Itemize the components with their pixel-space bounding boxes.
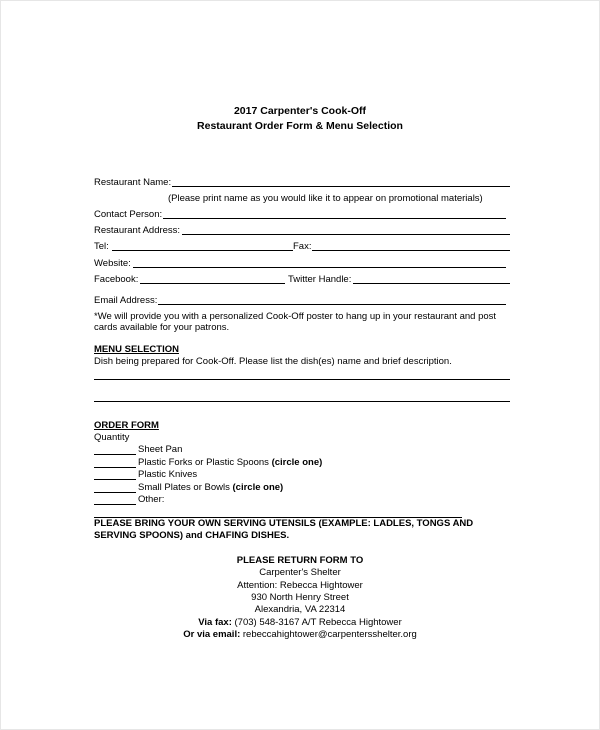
item-label: Sheet Pan [138,444,183,455]
fax-label: Via fax: [198,617,232,628]
facebook-label: Facebook: [94,274,139,285]
print-note: (Please print name as you would like it to appear on promotional materials) [168,193,483,204]
quantity-line[interactable] [94,479,136,480]
utensils-line1: PLEASE BRING YOUR OWN SERVING UTENSILS (EXAMPLE: LADLES, TONGS AND [94,518,474,529]
email-value[interactable]: rebeccahightower@carpentersshelter.org [240,629,417,640]
email-label: Or via email: [183,629,241,640]
order-item [138,482,283,494]
item-label: Small Plates or Bowls [138,482,233,493]
quantity-line[interactable] [94,467,136,468]
title-line2: Restaurant Order Form & Menu Selection [197,120,403,132]
poster-note-line1: *We will provide you with a personalized Cook-Off poster to hang up in your restaurant and post [94,311,497,322]
contact-person-line[interactable] [163,218,506,219]
item-note: (circle one) [232,482,284,493]
return-fax [0,617,600,629]
twitter-label: Twitter Handle: [288,274,352,285]
return-heading: PLEASE RETURN FORM TO [236,555,364,566]
return-email [0,629,600,641]
item-label: Plastic Knives [138,469,198,480]
return-city: Alexandria, VA 22314 [254,604,346,615]
quantity-line[interactable] [94,504,136,505]
website-line[interactable] [133,267,506,268]
item-label: Other: [138,494,165,505]
order-item [138,494,164,506]
tel-label: Tel: [94,241,109,252]
order-item [138,469,197,481]
contact-person-label: Contact Person: [94,209,163,220]
title-line1: 2017 Carpenter's Cook-Off [233,105,367,117]
tel-line[interactable] [112,250,293,251]
fax-value: (703) 548-3167 A/T Rebecca Hightower [231,617,402,628]
return-org: Carpenter's Shelter [259,567,341,578]
email-label: Email Address: [94,295,158,306]
menu-instruction: Dish being prepared for Cook-Off. Please list the dish(es) name and brief description. [94,356,452,367]
fax-label: Fax: [293,241,312,252]
utensils-line2: SERVING SPOONS) and CHAFING DISHES. [94,530,290,541]
dish-line-2[interactable] [94,401,510,402]
order-item [138,457,322,469]
poster-note-line2: cards available for your patrons. [94,322,230,333]
fax-line[interactable] [312,250,510,251]
quantity-label: Quantity [94,432,130,443]
return-attention: Attention: Rebecca Hightower [237,580,363,591]
restaurant-name-label: Restaurant Name: [94,177,172,188]
website-label: Website: [94,258,131,269]
item-label: Plastic Forks or Plastic Spoons [138,457,272,468]
order-form-heading: ORDER FORM [94,420,159,431]
restaurant-address-label: Restaurant Address: [94,225,181,236]
twitter-line[interactable] [353,283,510,284]
item-note: (circle one) [271,457,323,468]
facebook-line[interactable] [140,283,285,284]
email-line[interactable] [158,304,506,305]
dish-line-1[interactable] [94,379,510,380]
order-item [138,444,182,456]
restaurant-address-line[interactable] [182,234,510,235]
quantity-line[interactable] [94,454,136,455]
quantity-line[interactable] [94,492,136,493]
restaurant-name-line[interactable] [172,186,510,187]
menu-selection-heading: MENU SELECTION [94,344,179,355]
return-street: 930 North Henry Street [251,592,349,603]
